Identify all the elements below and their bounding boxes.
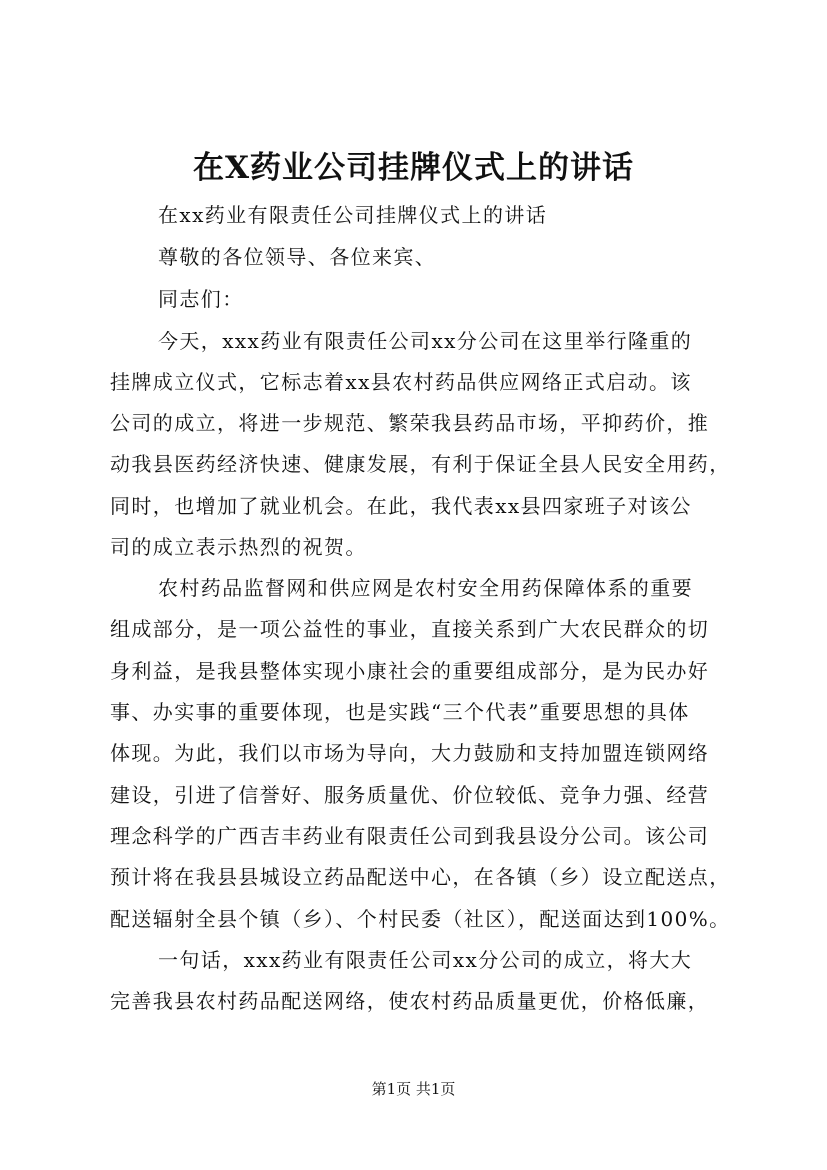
paragraph-line: 动我县医药经济快速、健康发展，有利于保证全县人民安全用药， bbox=[110, 452, 731, 476]
paragraph-line: 农村药品监督网和供应网是农村安全用药保障体系的重要 bbox=[158, 576, 693, 600]
paragraph-line: 理念科学的广西吉丰药业有限责任公司到我县设分公司。该公司 bbox=[110, 824, 710, 848]
salutation-line: 同志们： bbox=[158, 287, 244, 311]
paragraph-line: 预计将在我县县城设立药品配送中心，在各镇（乡）设立配送点， bbox=[110, 865, 731, 889]
paragraph-line: 配送辐射全县个镇（乡）、个村民委（社区），配送面达到100%。 bbox=[110, 907, 731, 931]
paragraph-line: 建设，引进了信誉好、服务质量优、价位较低、竞争力强、经营 bbox=[110, 783, 710, 807]
paragraph-line: 事、办实事的重要体现，也是实践“三个代表”重要思想的具体 bbox=[110, 700, 690, 724]
paragraph-line: 今天，xxx药业有限责任公司xx分公司在这里举行隆重的 bbox=[158, 329, 693, 353]
paragraph-line: 公司的成立，将进一步规范、繁荣我县药品市场，平抑药价，推 bbox=[110, 411, 710, 435]
paragraph-line: 司的成立表示热烈的祝贺。 bbox=[110, 535, 367, 559]
page-title: 在X药业公司挂牌仪式上的讲话 bbox=[192, 150, 635, 186]
paragraph-line: 身利益，是我县整体实现小康社会的重要组成部分，是为民办好 bbox=[110, 659, 710, 683]
paragraph-line: 同时，也增加了就业机会。在此，我代表xx县四家班子对该公 bbox=[110, 494, 692, 518]
paragraph-line: 组成部分，是一项公益性的事业，直接关系到广大农民群众的切 bbox=[110, 617, 710, 641]
page-number-footer: 第1页 共1页 bbox=[371, 1080, 456, 1098]
subtitle-line: 在xx药业有限责任公司挂牌仪式上的讲话 bbox=[158, 203, 548, 227]
paragraph-line: 挂牌成立仪式，它标志着xx县农村药品供应网络正式启动。该 bbox=[110, 370, 692, 394]
salutation-line: 尊敬的各位领导、各位来宾、 bbox=[158, 245, 437, 269]
paragraph-line: 体现。为此，我们以市场为导向，大力鼓励和支持加盟连锁网络 bbox=[110, 741, 710, 765]
paragraph-line: 完善我县农村药品配送网络，使农村药品质量更优，价格低廉， bbox=[110, 989, 710, 1013]
paragraph-line: 一句话，xxx药业有限责任公司xx分公司的成立，将大大 bbox=[158, 948, 693, 972]
